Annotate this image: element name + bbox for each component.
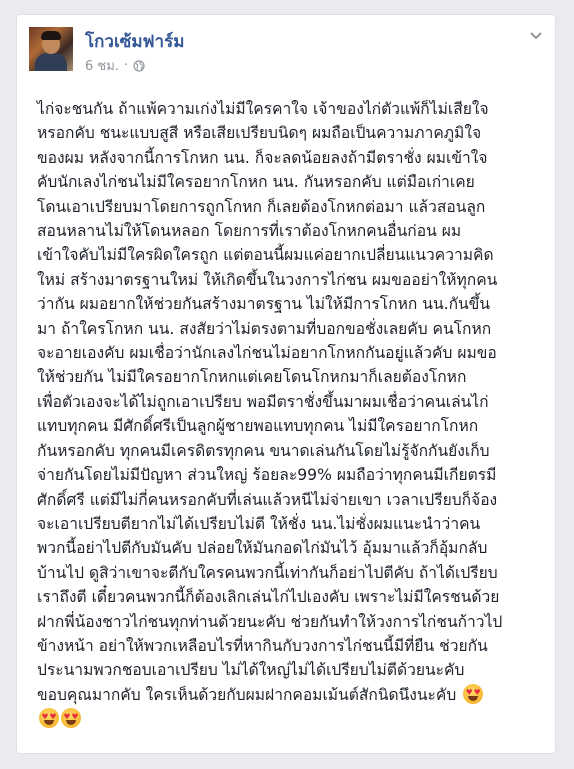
chevron-down-icon[interactable] <box>529 31 543 41</box>
post-line: ให้ช่วยกัน ไม่มีใครอยากโกหกแต่เคยโดนโกหกมาก็เลยต้องโกหก <box>37 368 467 387</box>
post-line: ไก่จะชนกัน ถ้าแพ้ความเก่งไม่มีใครคาใจ เจ้าของไก่ตัวแพ้ก็ไม่เสียใจ <box>37 100 489 118</box>
post-line: สอนหลานไม่ให้โดนหลอก โดยการที่เราต้องโกหกคนอื่นก่อน ผม <box>37 222 462 241</box>
post-line: โดนเอาเปรียบมาโดยการถูกโกหก ก็เลยต้องโกหกต่อมา แล้วสอนลูก <box>37 197 486 216</box>
heart-eyes-emoji-icon <box>463 684 483 704</box>
post-line: คับนักเลงไก่ชนไม่มีใครอยากโกหก นน. กันหรอกคับ แต่มือเก่าเคย <box>37 173 475 192</box>
post-line: เราถึงตี เดี๋ยวคนพวกนี้ก็ต้องเลิกเล่นไก่ไปเองคับ เพราะไม่มีใครชนด้วย <box>37 588 500 607</box>
post-line: ศักดิ์ศรี แต่มีไม่กี่คนหรอกคับที่เล่นแล้วหนีไม่จ่ายเขา เวลาเปรียบก็จ้อง <box>37 490 498 509</box>
author-name[interactable]: โกวเซ้มฟาร์ม <box>85 32 185 52</box>
post-line: พวกนี้อย่าไปตีกับมันคับ ปล่อยให้มันกอดไก่มันไว้ อุ้มมาแล้วก็อุ้มกลับ <box>37 539 488 558</box>
post-line-text: ขอบคุณมากคับ ใครเห็นด้วยกับผมฝากคอมเม้นต์สักนิดนึงนะคับ <box>37 685 457 704</box>
heart-eyes-emoji-icon <box>39 708 59 728</box>
post-line: เข้าใจคับไม่มีใครผิดใครถูก แต่ตอนนี้ผมแค่อยากเปลี่ยนแนวความคิด <box>37 246 494 265</box>
post-text <box>37 97 547 732</box>
post-meta <box>85 55 145 76</box>
post-line: แทบทุกคน มีศักดิ์ศรีเป็นลูกผู้ชายพอแทบทุกคน ไม่มีใครอยากโกหก <box>37 417 479 436</box>
post-line: จะเอาเปรียบตียากไม่ได้เปรียบไม่ตี ให้ชั่ง นน.ไม่ชั่งผมแนะนำว่าคน <box>37 514 481 533</box>
post-line: ว่ากัน ผมอยากให้ช่วยกันสร้างมาตรฐาน ไม่ให้มีการโกหก นน.กันขึ้น <box>37 295 490 314</box>
emoji-line <box>37 707 547 731</box>
avatar[interactable] <box>29 27 73 71</box>
post-line: บ้านไป ดูสิว่าเขาจะตีกับใครคนพวกนี้เท่ากันก็อย่าไปตีคับ ถ้าได้เปรียบ <box>37 563 498 582</box>
post-line: กันหรอกคับ ทุกคนมีเครดิตรทุกคน ขนาดเล่นกันโดยไม่รู้จักกันยังเก็บ <box>37 441 490 460</box>
post-time[interactable]: 6 ชม. <box>85 59 119 74</box>
heart-eyes-emoji-icon <box>61 708 81 728</box>
post-line: ประนามพวกชอบเอาเปรียบ ไม่ได้ใหญ่ไม่ได้เปรียบไม่ตีด้วยนะคับ <box>37 661 465 680</box>
post-line: ข้างหน้า อย่าให้พวกเหลือบไรที่หากินกับวงการไก่ชนนี้มีที่ยืน ช่วยกัน <box>37 636 488 655</box>
post-line-last <box>37 683 547 707</box>
post-card <box>16 14 556 754</box>
globe-icon <box>133 60 145 72</box>
post-line: ฝากพี่น้องชาวไก่ชนทุกท่านด้วยนะคับ ช่วยกันทำให้วงการไก่ชนก้าวไป <box>37 612 503 631</box>
post-line: มา ถ้าใครโกหก นน. สงสัยว่าไม่ตรงตามที่บอกขอชั่งเลยคับ คนโกหก <box>37 319 492 338</box>
meta-separator: · <box>123 58 129 73</box>
post-line: เพื่อตัวเองจะได้ไม่ถูกเอาเปรียบ พอมีตราชั่งขึ้นมาผมเชื่อว่าคนเล่นไก่ <box>37 392 489 411</box>
post-line: จ่ายกันโดยไม่มีปัญหา ส่วนใหญ่ ร้อยละ99% ผมถือว่าทุกคนมีเกียตรมี <box>37 466 497 485</box>
post-line: จะอายเองคับ ผมเชื่อว่านักเลงไก่ชนไม่อยากโกหกกันอยู่แล้วคับ ผมขอ <box>37 344 497 363</box>
post-line: ใหม่ สร้างมาตรฐานใหม่ ให้เกิดขึ้นในวงการไก่ชน ผมขออย่าให้ทุกคน <box>37 270 498 289</box>
post-line: ของผม หลังจากนี้การโกหก นน. ก็จะลดน้อยลงถ้ามีตราชั่ง ผมเข้าใจ <box>37 148 488 167</box>
post-line: หรอกคับ ชนะแบบสูสี หรือเสียเปรียบนิดๆ ผมถือเป็นความภาคภูมิใจ <box>37 124 482 143</box>
